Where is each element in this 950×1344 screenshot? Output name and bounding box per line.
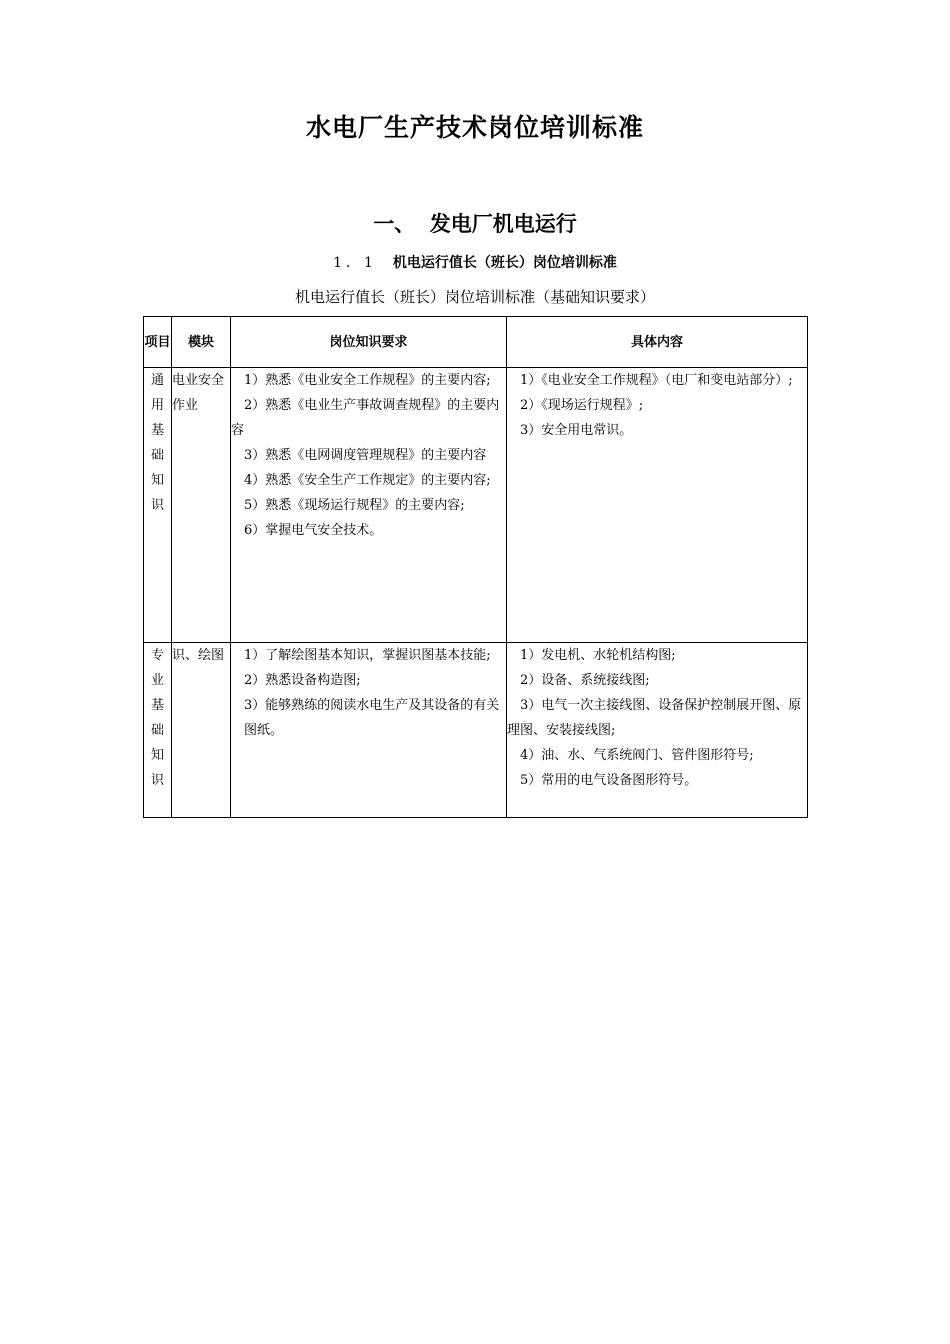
requirement-item: 2）熟悉《电业生产事故调查规程》的主要内容	[231, 398, 500, 438]
subsection-number: 1．1	[333, 255, 377, 271]
module-cell: 电业安全作业	[172, 368, 231, 643]
details-cell	[507, 643, 808, 818]
header-item: 项目	[144, 317, 172, 368]
requirement-item: 3）熟悉《电网调度管理规程》的主要内容	[244, 448, 487, 463]
detail-item: 5）常用的电气设备图形符号。	[520, 773, 698, 788]
detail-item: 2）《现场运行规程》;	[520, 398, 644, 413]
detail-item: 4）油、水、气系统阀门、管件图形符号;	[520, 748, 754, 763]
requirement-item: 3）能够熟练的阅读水电生产及其设备的有关	[244, 698, 500, 713]
category-char: 识	[150, 498, 164, 513]
requirement-item: 1）熟悉《电业安全工作规程》的主要内容;	[244, 373, 491, 388]
requirement-item: 6）掌握电气安全技术。	[244, 523, 383, 538]
header-details: 具体内容	[507, 317, 808, 368]
detail-item: 3）安全用电常识。	[520, 423, 633, 438]
table-header-row	[144, 317, 808, 368]
category-char: 础	[150, 448, 164, 463]
category-char: 业	[150, 673, 164, 688]
requirements-cell	[231, 643, 507, 818]
detail-item: 3）电气一次主接线图、设备保护控制展开图、原理图、安装接线图;	[507, 698, 802, 738]
training-standard-table	[143, 316, 808, 818]
category-cell	[144, 368, 172, 643]
document-title: 水电厂生产技术岗位培训标准	[305, 113, 644, 142]
requirement-item: 1）了解绘图基本知识，掌握识图基本技能;	[244, 648, 491, 663]
requirements-cell	[231, 368, 507, 643]
table-row	[144, 368, 808, 643]
category-char: 知	[150, 473, 164, 488]
category-char: 基	[150, 423, 164, 438]
category-char: 基	[150, 698, 164, 713]
table-caption: 机电运行值长（班长）岗位培训标准（基础知识要求）	[294, 288, 655, 306]
header-module: 模块	[172, 317, 231, 368]
requirement-item: 4）熟悉《安全生产工作规定》的主要内容;	[244, 473, 491, 488]
category-char: 知	[150, 748, 164, 763]
detail-item: 1）发电机、水轮机结构图;	[520, 648, 676, 663]
details-cell	[507, 368, 808, 643]
category-char: 专	[150, 648, 164, 663]
detail-item: 2）设备、系统接线图;	[520, 673, 650, 688]
category-char: 用	[150, 398, 164, 413]
requirement-item: 图纸。	[244, 723, 284, 738]
module-cell: 识、绘图	[172, 643, 231, 818]
category-char: 通	[150, 373, 164, 388]
category-char: 础	[150, 723, 164, 738]
requirement-item: 2）熟悉设备构造图;	[244, 673, 361, 688]
table-row	[144, 643, 808, 818]
category-char: 识	[150, 773, 164, 788]
category-cell	[144, 643, 172, 818]
header-requirements: 岗位知识要求	[231, 317, 507, 368]
subsection-title: 机电运行值长（班长）岗位培训标准	[392, 255, 617, 271]
requirement-item: 5）熟悉《现场运行规程》的主要内容;	[244, 498, 465, 513]
detail-item: 1）《电业安全工作规程》（电厂和变电站部分）;	[520, 373, 793, 388]
subsection-heading	[0, 252, 950, 272]
section-heading: 一、 发电厂机电运行	[373, 211, 577, 236]
